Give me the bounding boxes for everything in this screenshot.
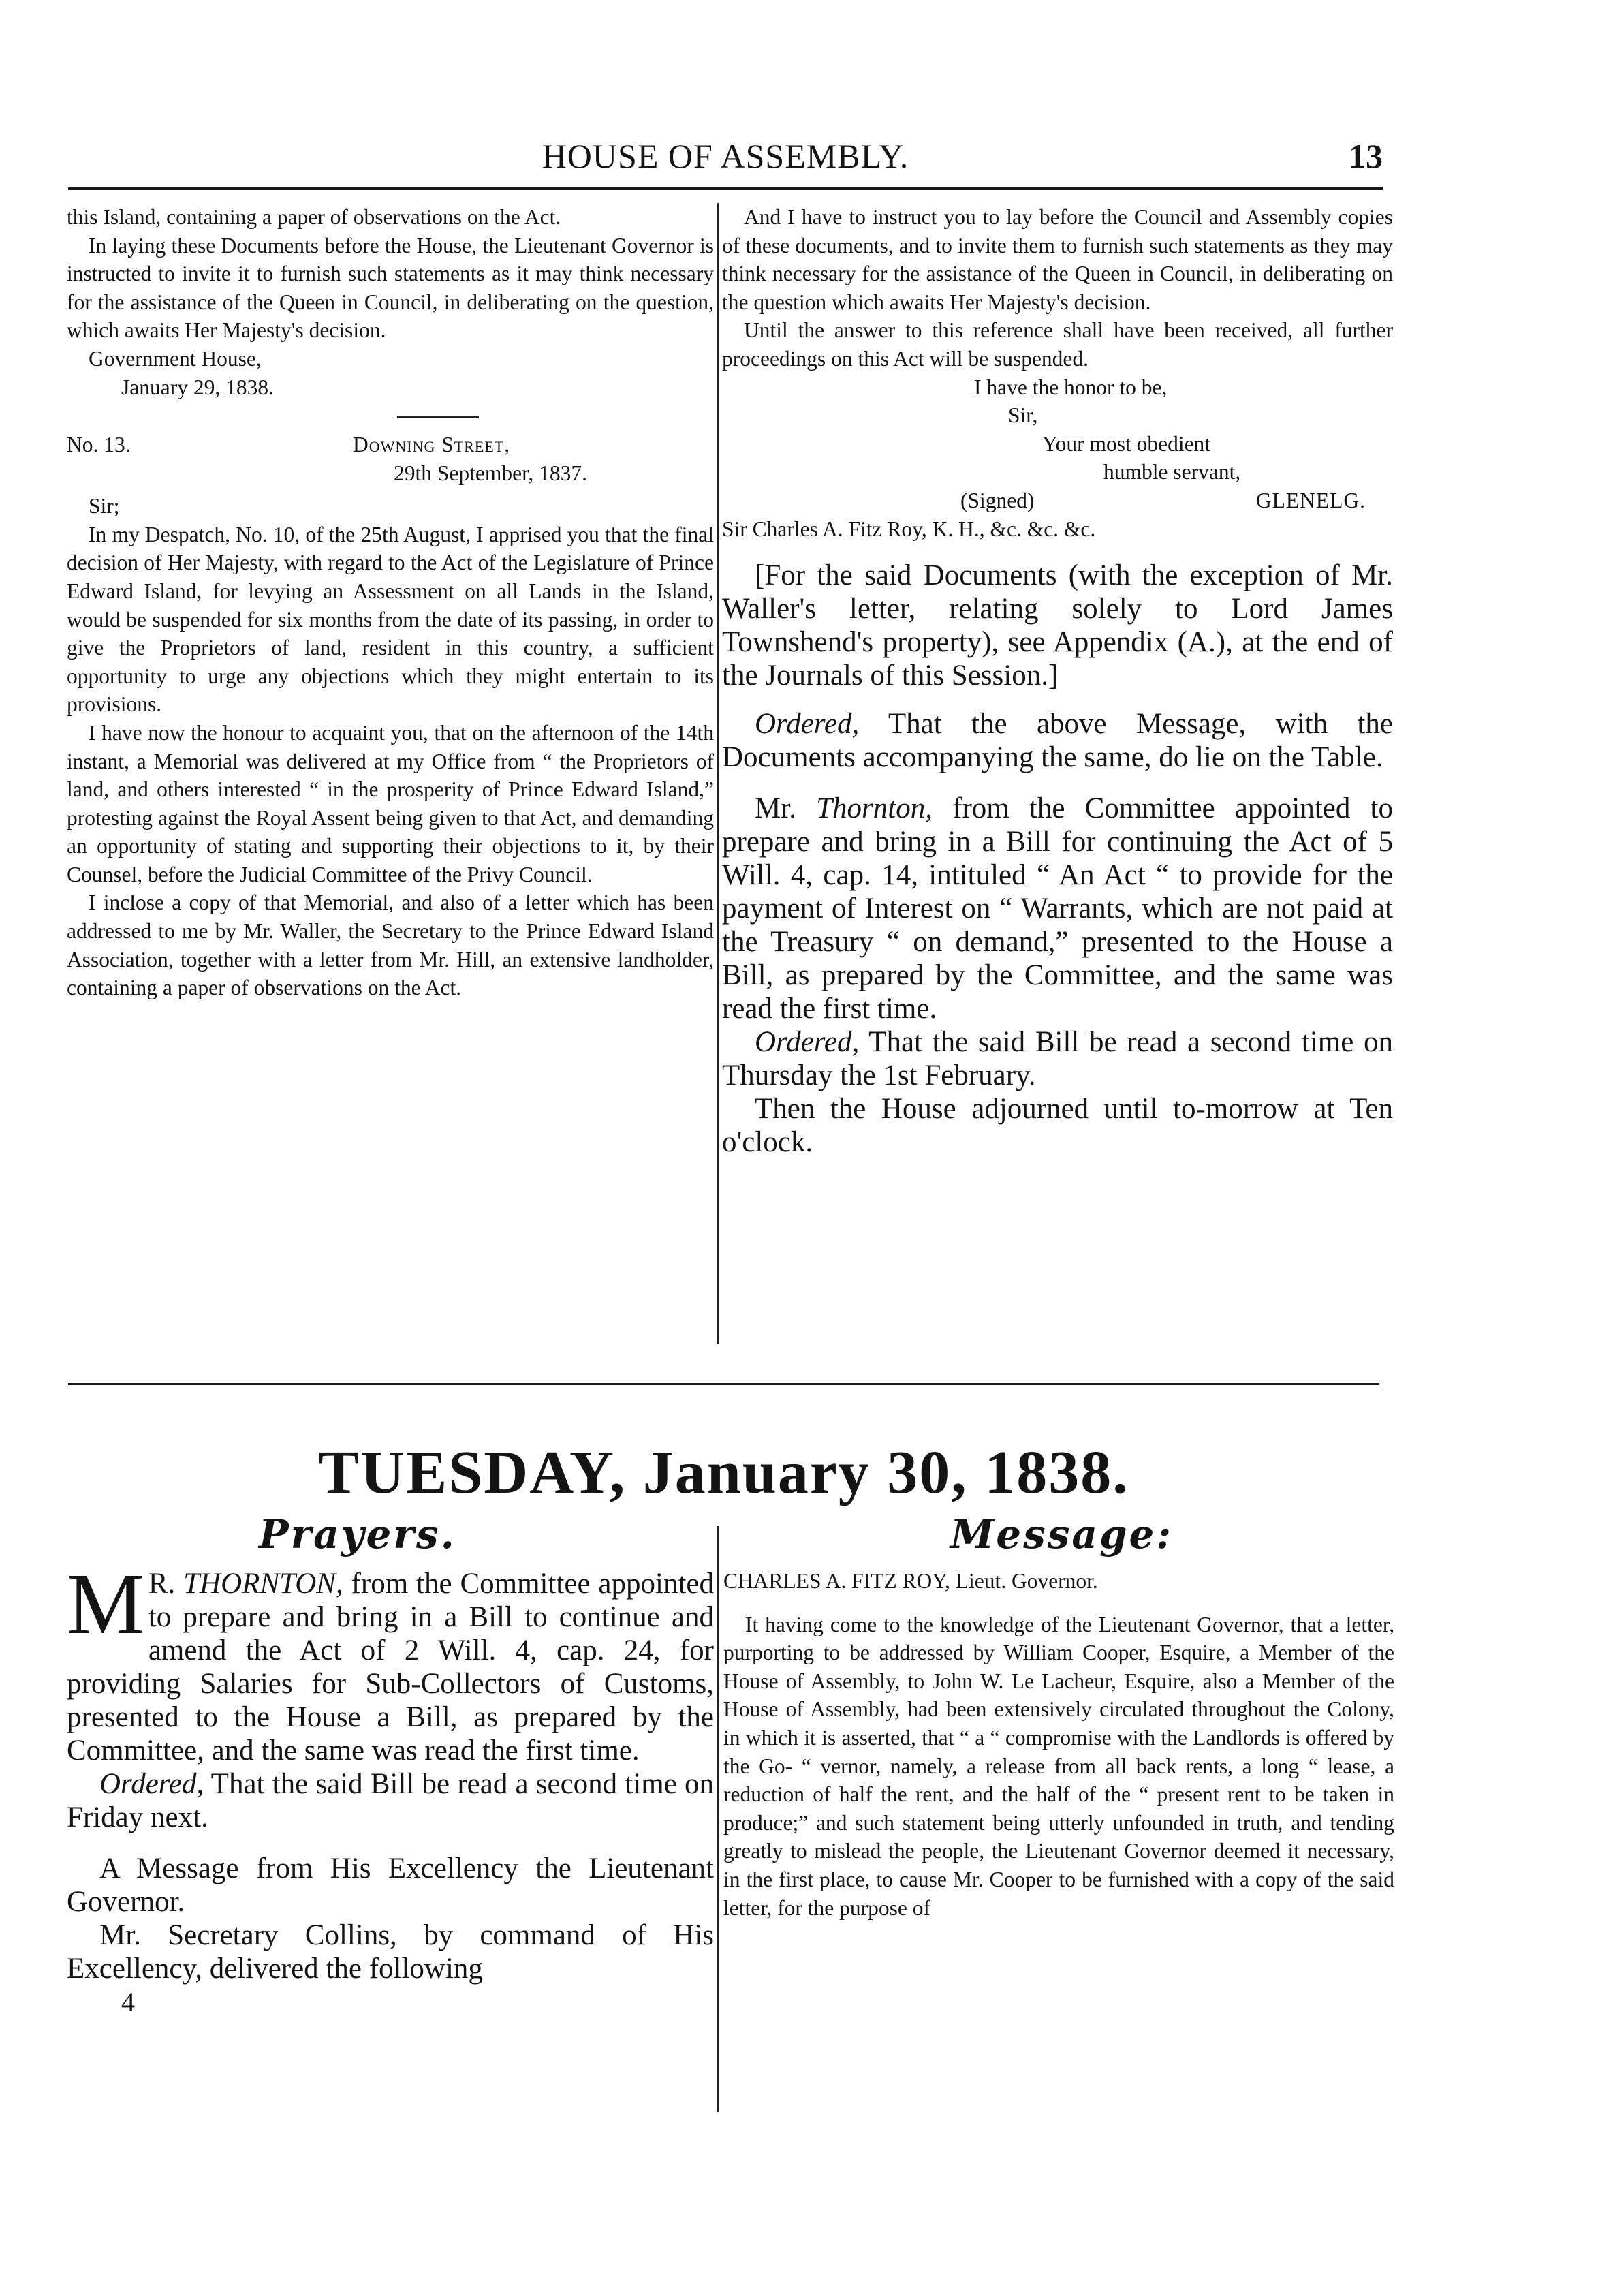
paragraph: [For the said Documents (with the exception of Mr. Waller's letter, relating solely to Lord James Townshend's property), see Appendix (A.), at the end of the Journals of this Session.] (722, 559, 1393, 692)
header-rule (68, 187, 1383, 190)
member-name: Thornton, (816, 792, 933, 824)
ordered-label: Ordered, (99, 1768, 204, 1800)
message-from: CHARLES A. FITZ ROY, Lieut. Governor. (723, 1569, 1098, 1593)
column-divider (717, 1526, 719, 2112)
prayers-heading: Prayers. (259, 1511, 456, 1557)
sheet-mark: 4 (121, 1987, 135, 2017)
member-name: THORNTON, (183, 1568, 343, 1600)
ordered-label: Ordered, (755, 707, 860, 740)
paragraph: Mr. Secretary Collins, by command of His Excellency, delivered the following (67, 1919, 714, 1985)
paragraph: Until the answer to this reference shall have been received, all further proceedings on this Act will be suspended. (722, 318, 1393, 371)
paragraph: Mr. Thornton, from the Committee appointed to prepare and bring in a Bill for continuing the Act of 5 Will. 4, cap. 14, intituled “ An Act “ to provide for the payment of Interest on “ Warrants, which are not paid at the Treasury “ on demand,” presented to the House a Bill, as prepared by the Committee, and the same was read the first time. (722, 792, 1394, 1025)
despatch-date: 29th September, 1837. (394, 461, 587, 486)
paragraph: Ordered, That the above Message, with the Documents accompanying the same, do lie on the Table. (722, 707, 1393, 773)
signoff-place: Government House, (89, 346, 262, 371)
top-right-column (722, 203, 1393, 1159)
closing-line: humble servant, (1103, 460, 1241, 484)
closing-line: I have the honor to be, (974, 375, 1168, 399)
signatory: GLENELG. (1255, 488, 1366, 512)
page-number: 13 (1349, 137, 1383, 175)
despatch-number: No. 13. (67, 433, 131, 457)
signoff-date: January 29, 1838. (121, 375, 274, 399)
bottom-right-column (723, 1567, 1394, 1922)
paragraph: In my Despatch, No. 10, of the 25th August, I apprised you that the final decision of Her Majesty, with regard to the Act of the Legislature of Prince Edward Island, for levying an Assessment on all Lands in the Island, would be suspended for six months from the date of its passing, in order to give the Proprietors of land, resident in this country, a sufficient opportunity to urge any objections which they might entertain to its provisions. (67, 522, 714, 717)
ordered-label: Ordered, (755, 1025, 860, 1058)
top-left-column (67, 203, 714, 1002)
paragraph: I inclose a copy of that Memorial, and also of a letter which has been addressed to me by Mr. Waller, the Secretary to the Prince Edward Island Association, together with a letter from Mr. Hill, an extensive landholder, containing a paper of observations on the Act. (67, 890, 714, 1000)
paragraph: Ordered, That the said Bill be read a second time on Friday next. (67, 1768, 714, 1833)
separator-rule (397, 416, 479, 418)
paragraph: A Message from His Excellency the Lieutenant Governor. (67, 1852, 714, 1918)
paragraph: And I have to instruct you to lay before the Council and Assembly copies of these documents, and to invite them to furnish such statements as they may think necessary for the assistance of the Queen in Council, in deliberating on the question which awaits Her Majesty's decision. (722, 205, 1393, 314)
paragraph: this Island, containing a paper of observations on the Act. (67, 205, 561, 229)
paragraph: It having come to the knowledge of the Lieutenant Governor, that a letter, purporting to be addressed by William Cooper, Esquire, a Member of the House of Assembly, to John W. Le Lacheur, Esquire, also a Member of the House of Assembly, had been extensively circulated throughout the Colony, in which it is asserted, that “ a “ compromise with the Landlords is offered by the Go- “ vernor, namely, a release from all back rents, a long “ lease, a reduction of half the rent, and the half of the “ present rent to be taken in produce;” and such statement being utterly unfounded in truth, and tending greatly to mislead the people, the Lieutenant Governor deemed it necessary, in the first place, to cause Mr. Cooper to be furnished with a copy of the said letter, for the purpose of (723, 1612, 1394, 1920)
closing-line: Sir, (1008, 403, 1038, 428)
running-head (68, 136, 1383, 177)
addressee: Sir Charles A. Fitz Roy, K. H., &c. &c. &c. (722, 516, 1096, 541)
paragraph: Ordered, That the said Bill be read a second time on Thursday the 1st February. (722, 1025, 1393, 1091)
drop-cap: M (67, 1555, 144, 1652)
bottom-left-column (67, 1555, 714, 2019)
paragraph: M R. THORNTON, from the Committee appointed to prepare and bring in a Bill to continue and amend the Act of 2 Will. 4, cap. 24, for providing Salaries for Sub-Collectors of Customs, presented to the House a Bill, as prepared by the Committee, and the same was read the first time. (67, 1555, 714, 1767)
section-rule (68, 1383, 1379, 1385)
paragraph: I have now the honour to acquaint you, that on the afternoon of the 14th instant, a Memorial was delivered at my Office from “ the Proprietors of land, and others interested “ in the prosperity of Prince Edward Island,” protesting against the Royal Assent being given to that Act, and demanding an opportunity of stating and supporting their objections to it, by their Counsel, before the Judicial Committee of the Privy Council. (67, 720, 714, 886)
despatch-heading (67, 431, 714, 492)
paragraph: Then the House adjourned until to-morrow at Ten o'clock. (722, 1092, 1393, 1158)
salutation: Sir; (89, 494, 120, 518)
closing-line: Your most obedient (1042, 431, 1211, 456)
message-heading: Message: (950, 1511, 1173, 1557)
closing-block (722, 373, 1393, 544)
paragraph: In laying these Documents before the House, the Lieutenant Governor is instructed to invite it to furnish such statements as it may think necessary for the assistance of the Queen in Council, in deliberating on the question, which awaits Her Majesty's decision. (67, 233, 714, 343)
signed-label: (Signed) (960, 488, 1035, 512)
day-heading: TUESDAY, January 30, 1838. (318, 1439, 1129, 1506)
column-divider (717, 203, 719, 1344)
running-title: HOUSE OF ASSEMBLY. (542, 137, 909, 175)
despatch-place: Downing Street, (353, 433, 511, 457)
signature-line (722, 486, 1393, 515)
